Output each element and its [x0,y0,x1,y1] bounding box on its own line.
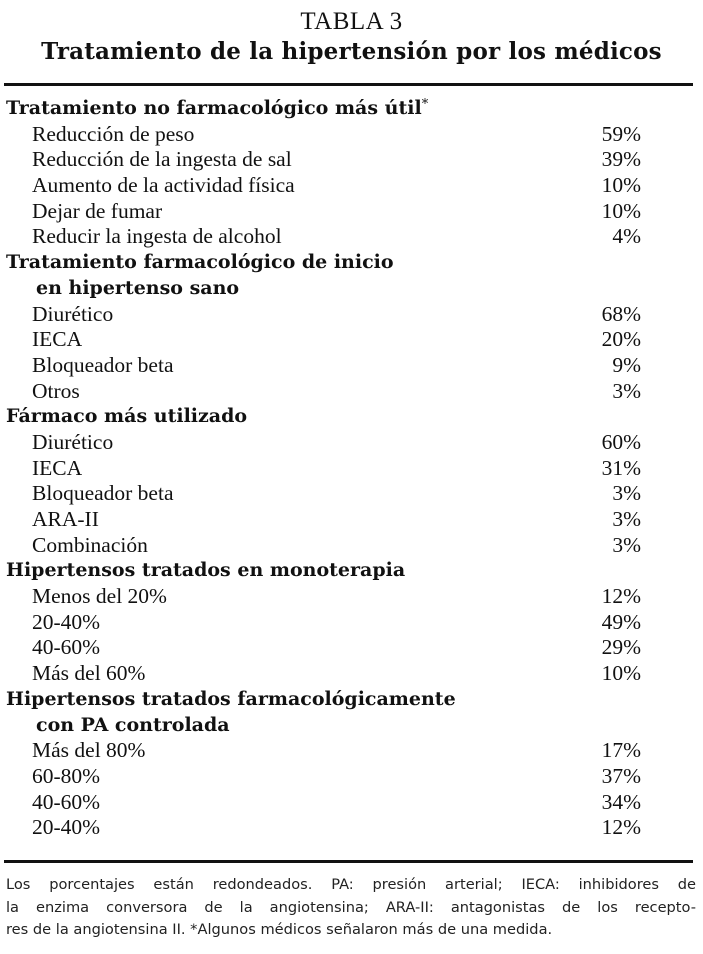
table-row [0,327,703,353]
table-row [0,302,703,328]
row-value: 68% [601,301,641,326]
row-value: 12% [601,815,641,840]
row-label: Diurético [32,429,114,454]
row-value: 37% [601,763,641,788]
row-value: 31% [601,455,641,480]
row-value: 29% [601,635,641,660]
table-row [0,122,703,148]
row-label: IECA [32,327,83,352]
table-number: TABLA 3 [300,8,403,35]
row-value: 34% [601,789,641,814]
row-value: 49% [601,609,641,634]
row-label: Reducción de la ingesta de sal [32,147,292,172]
row-label: Más del 60% [32,661,146,686]
row-label: IECA [32,455,83,480]
table-row [0,456,703,482]
row-label: Aumento de la actividad física [32,173,295,198]
row-value: 20% [601,327,641,352]
row-label: Reducción de peso [32,121,195,146]
row-value: 3% [612,378,641,403]
row-value: 60% [601,429,641,454]
row-value: 59% [601,121,641,146]
section-heading [0,96,703,122]
table-footnote [6,874,696,942]
table-row [0,379,703,405]
row-label: Diurético [32,301,114,326]
footnote-marker: * [421,97,429,112]
bottom-rule [4,860,693,863]
table-row [0,738,703,764]
row-label: Reducir la ingesta de alcohol [32,224,282,249]
row-value: 9% [612,352,641,377]
row-value: 3% [612,481,641,506]
row-label: Otros [32,378,80,403]
table-row [0,507,703,533]
row-value: 10% [601,173,641,198]
section-heading [0,687,703,713]
row-value: 17% [601,738,641,763]
row-value: 10% [601,661,641,686]
table-row [0,584,703,610]
row-label: 20-40% [32,609,101,634]
row-label: 20-40% [32,815,101,840]
row-value: 10% [601,198,641,223]
section-heading-continuation: en hipertenso sano [36,276,240,299]
row-label: Más del 80% [32,738,146,763]
table-row [0,661,703,687]
table-row [0,815,703,841]
table-row [0,635,703,661]
table-row [0,481,703,507]
table-row [0,353,703,379]
table-row [0,610,703,636]
row-value: 3% [612,507,641,531]
row-value: 3% [612,532,641,557]
row-label: 40-60% [32,789,101,814]
row-label: Combinación [32,532,148,557]
footnote-line: la enzima conversora de la angiotensina; ARA-II: antagonistas de los recepto- [6,898,696,916]
section-heading-text: Hipertensos tratados en monoterapia [6,559,406,582]
row-label: Bloqueador beta [32,352,174,377]
row-value: 4% [612,224,641,249]
row-label: Dejar de fumar [32,198,163,223]
section-heading [0,404,703,430]
table-row [0,224,703,250]
section-heading [0,558,703,584]
footnote-line: res de la angiotensina II. *Algunos médicos señalaron más de una medida. [6,921,553,938]
table-row [0,764,703,790]
section-heading-text: Hipertensos tratados farmacológicamente [6,687,456,710]
section-heading-text: Fármaco más utilizado [6,405,248,428]
table-row [0,790,703,816]
table-row [0,173,703,199]
section-heading-text: Tratamiento no farmacológico más útil [6,97,422,119]
table-body [0,96,703,841]
row-label: 60-80% [32,763,101,788]
table-row [0,430,703,456]
table-row [0,147,703,173]
section-heading-text: Tratamiento farmacológico de inicio [6,251,394,274]
row-value: 12% [601,584,641,609]
table-row [0,533,703,559]
section-heading-continuation: con PA controlada [36,713,230,736]
top-rule [4,83,693,86]
row-label: Menos del 20% [32,584,167,609]
table-row [0,199,703,225]
row-label: Bloqueador beta [32,481,174,506]
section-heading [0,250,703,276]
table-title: Tratamiento de la hipertensión por los médicos [41,38,662,65]
row-label: ARA-II [32,507,99,531]
row-label: 40-60% [32,635,101,660]
footnote-line: Los porcentajes están redondeados. PA: presión arterial; IECA: inhibidores de [6,876,696,893]
row-value: 39% [601,147,641,172]
